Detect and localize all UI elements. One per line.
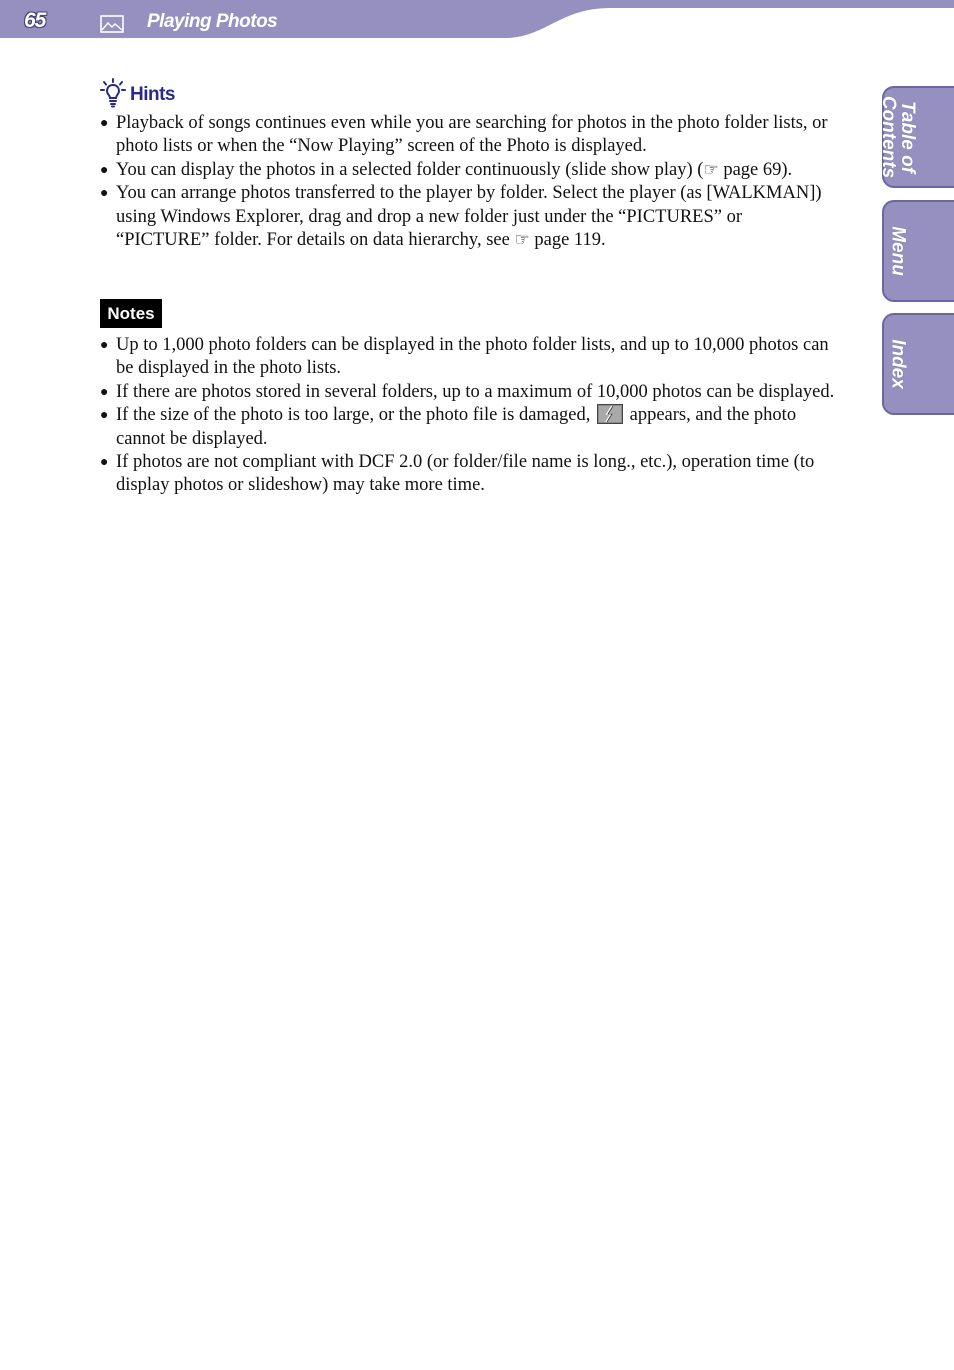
tab-index[interactable]: [882, 313, 954, 415]
bullet-icon: ●: [100, 116, 109, 131]
tab-index-label: Index: [887, 339, 909, 389]
photo-icon: [100, 15, 124, 33]
bullet-icon: ●: [100, 408, 109, 424]
bullet-icon: ●: [100, 162, 109, 178]
hint-text: page 69).: [718, 159, 793, 180]
bullet-icon: ●: [100, 384, 109, 400]
list-item: [100, 381, 840, 404]
note-text: If photos are not compliant with DCF 2.0 (or folder/file name is long., etc.), operation time (to display photos or slideshow) may take more time.: [116, 452, 815, 496]
hint-text: page 119.: [529, 230, 606, 251]
notes-badge: Notes: [100, 299, 162, 328]
list-item: [100, 182, 840, 252]
page-number: 65: [24, 9, 46, 32]
list-item: [100, 451, 840, 498]
section-title: Playing Photos: [147, 11, 278, 32]
list-item: [100, 159, 840, 182]
tab-table-of-contents[interactable]: [878, 86, 954, 188]
broken-photo-icon: [597, 404, 623, 424]
list-item: [100, 334, 840, 381]
header-band: [0, 0, 954, 40]
bullet-icon: ●: [100, 186, 109, 202]
hint-text: Playback of songs continues even while you are searching for photos in the photo folder lists, or photo lists or when the “Now Playing” screen of the Photo is displayed.: [116, 113, 828, 157]
note-text: appears, and the photo cannot be displayed.: [116, 405, 797, 449]
note-text: If the size of the photo is too large, or the photo file is damaged,: [116, 405, 595, 426]
lightbulb-icon: [100, 78, 126, 108]
pointing-hand-icon[interactable]: ☞: [703, 159, 719, 179]
note-text: Up to 1,000 photo folders can be displayed in the photo folder lists, and up to 10,000 photos can be displayed in the photo lists.: [116, 335, 829, 379]
hints-list: [100, 112, 840, 252]
list-item: [100, 112, 840, 159]
tab-menu[interactable]: [882, 200, 954, 302]
notes-list: [100, 334, 840, 498]
bullet-icon: ●: [100, 338, 109, 353]
note-text: If there are photos stored in several folders, up to a maximum of 10,000 photos can be displayed.: [116, 381, 835, 402]
tab-menu-label: Menu: [887, 226, 909, 276]
hints-title: Hints: [130, 84, 175, 105]
hint-text: You can arrange photos transferred to the player by folder. Select the player (as [WALKMAN]) using Windows Explorer, drag and drop a new folder just under the “PICTURES” or “PICTURE” folder. For details on data hierarchy, see: [116, 183, 822, 251]
tab-table-of-contents-label: Table of Contents: [878, 95, 918, 179]
bullet-icon: ●: [100, 455, 109, 471]
hint-text: You can display the photos in a selected folder continuously (slide show play) (: [116, 159, 704, 180]
page-header: [0, 0, 954, 40]
pointing-hand-icon[interactable]: ☞: [514, 230, 530, 250]
list-item: [100, 404, 840, 451]
